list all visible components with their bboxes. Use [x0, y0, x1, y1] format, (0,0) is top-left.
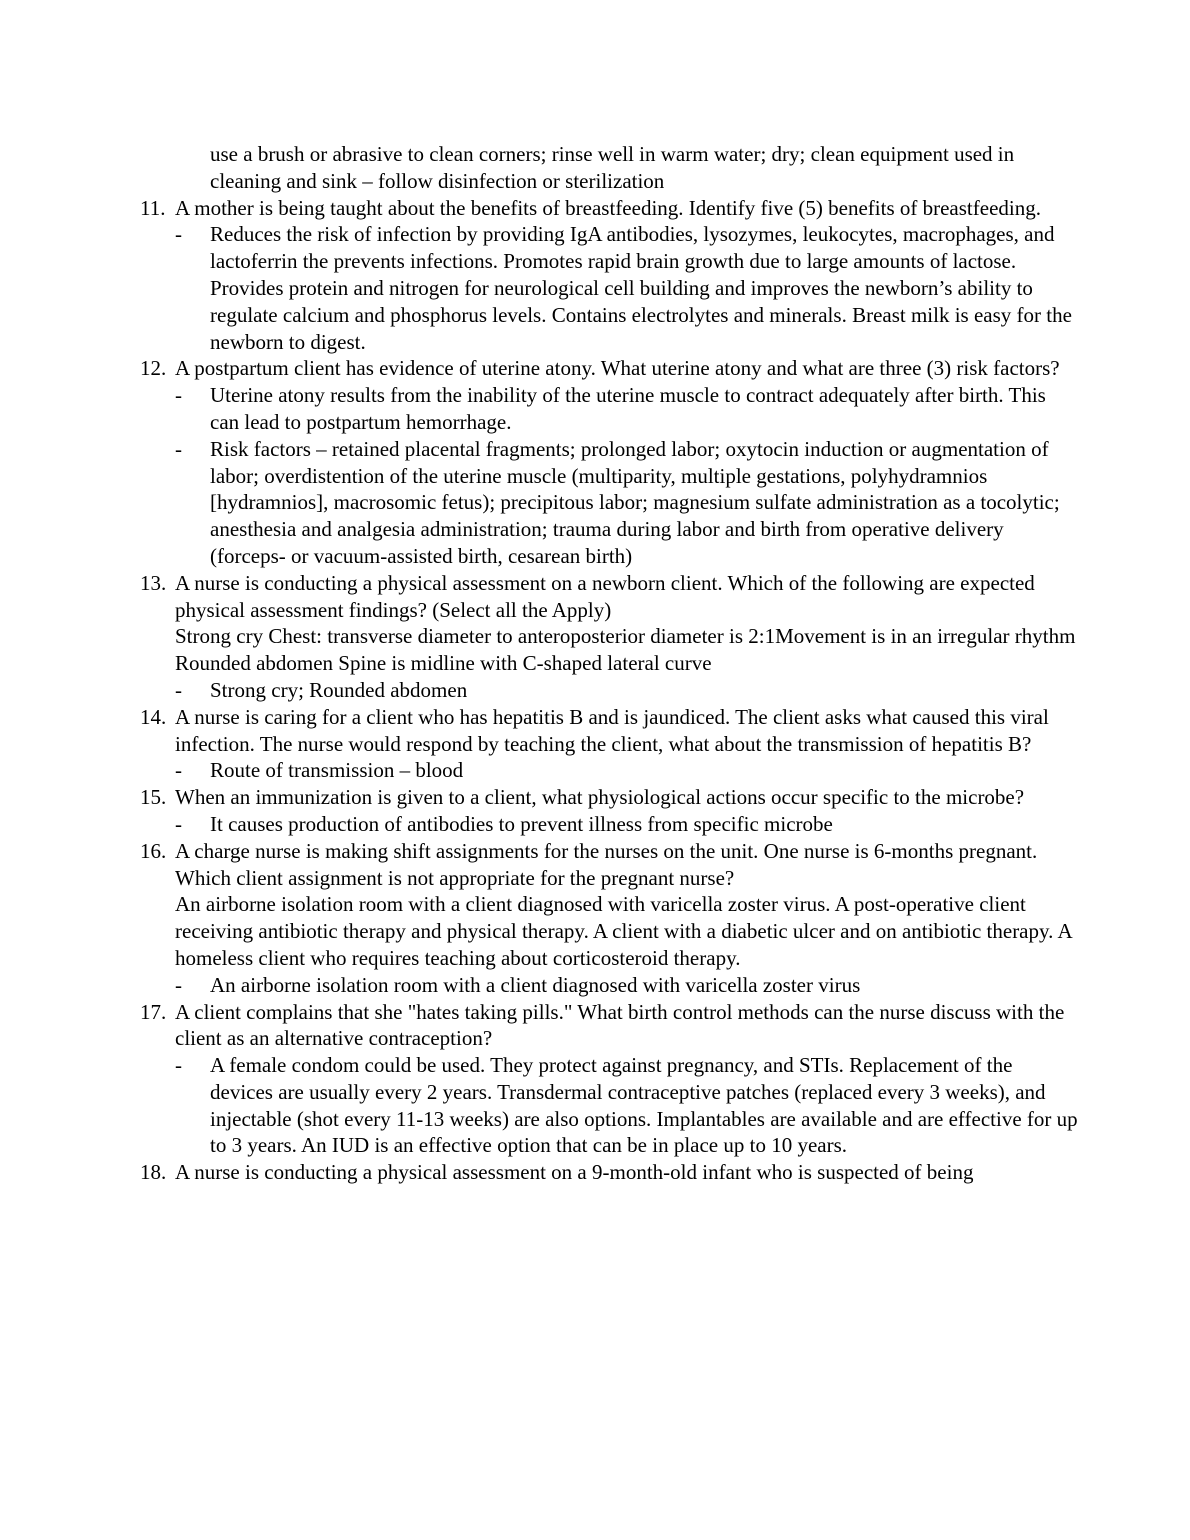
question-text: A nurse is caring for a client who has hepatitis B and is jaundiced. The client asks what caused this viral infection. The nurse would respond by teaching the client, what about the transmission of hepatitis B?	[175, 704, 1049, 756]
answer-item	[140, 757, 1080, 784]
question-text: A charge nurse is making shift assignments for the nurses on the unit. One nurse is 6-months pregnant. Which client assignment is not appropriate for the pregnant nurse?	[175, 838, 1038, 890]
question-12	[140, 355, 1080, 382]
question-number: 12.	[140, 356, 167, 381]
dash-bullet: -	[175, 758, 182, 783]
question-number: 15.	[140, 785, 167, 810]
answer-item	[140, 436, 1080, 570]
answer-item	[140, 1052, 1080, 1159]
question-number: 14.	[140, 704, 167, 729]
question-number: 13.	[140, 570, 167, 595]
dash-bullet: -	[175, 811, 182, 836]
question-number: 17.	[140, 999, 167, 1024]
question-15	[140, 784, 1080, 811]
dash-bullet: -	[175, 677, 182, 702]
document-content	[140, 141, 1080, 1186]
question-text: A mother is being taught about the benefits of breastfeeding. Identify five (5) benefits of breastfeeding.	[175, 195, 1041, 220]
question-text: A nurse is conducting a physical assessment on a newborn client. Which of the following are expected physical assessment findings? (Select all the Apply)	[175, 570, 1035, 622]
dash-bullet: -	[175, 383, 182, 408]
dash-bullet: -	[175, 436, 182, 461]
question-11	[140, 195, 1080, 222]
answer-item	[140, 677, 1080, 704]
question-number: 18.	[140, 1160, 167, 1185]
question-number: 16.	[140, 838, 167, 863]
answer-text: An airborne isolation room with a client diagnosed with varicella zoster virus	[210, 972, 861, 997]
answer-text: Reduces the risk of infection by providing IgA antibodies, lysozymes, leukocytes, macrophages, and lactoferrin the prevents infections. Promotes rapid brain growth due to large amounts of lactose. Provides protein and nitrogen for neurological cell building and improves the newborn’s ability to regulate calcium and phosphorus levels. Contains electrolytes and minerals. Breast milk is easy for the newborn to digest.	[210, 222, 1072, 354]
previous-answer-continuation: use a brush or abrasive to clean corners; rinse well in warm water; dry; clean equipment used in cleaning and sink – follow disinfection or sterilization	[210, 142, 1015, 193]
answer-text: Strong cry; Rounded abdomen	[210, 677, 468, 702]
question-13	[140, 570, 1080, 624]
question-number: 11.	[140, 195, 166, 220]
answer-text: Uterine atony results from the inability of the uterine muscle to contract adequately after birth. This can lead to postpartum hemorrhage.	[210, 383, 1046, 434]
question-14	[140, 704, 1080, 758]
answer-text: Risk factors – retained placental fragments; prolonged labor; oxytocin induction or augmentation of labor; overdistention of the uterine muscle (multiparity, multiple gestations, polyhydramnios [hydramnios], macrosomic fetus); precipitous labor; magnesium sulfate administration as a tocolytic; anesthesia and analgesia administration; trauma during labor and birth from operative delivery (forceps- or vacuum-assisted birth, cesarean birth)	[210, 436, 1060, 568]
answer-item	[140, 382, 1080, 436]
answer-text: It causes production of antibodies to prevent illness from specific microbe	[210, 811, 833, 836]
answer-item	[140, 972, 1080, 999]
dash-bullet: -	[175, 1053, 182, 1078]
dash-bullet: -	[175, 972, 182, 997]
question-text: A nurse is conducting a physical assessment on a 9-month-old infant who is suspected of being	[175, 1160, 974, 1185]
question-options: An airborne isolation room with a client diagnosed with varicella zoster virus. A post-operative client receiving antibiotic therapy and physical therapy. A client with a diabetic ulcer and on antibiotic therapy. A homeless client who requires teaching about corticosteroid therapy.	[175, 892, 1072, 970]
answer-item	[140, 811, 1080, 838]
answer-text: A female condom could be used. They protect against pregnancy, and STIs. Replacement of the devices are usually every 2 years. Transdermal contraceptive patches (replaced every 3 weeks), and injectable (shot every 11-13 weeks) are also options. Implantables are available and are effective for up to 3 years. An IUD is an effective option that can be in place up to 10 years.	[210, 1053, 1078, 1158]
question-text: When an immunization is given to a client, what physiological actions occur specific to the microbe?	[175, 785, 1025, 810]
answer-text: Route of transmission – blood	[210, 758, 464, 783]
question-text: A client complains that she "hates taking pills." What birth control methods can the nurse discuss with the client as an alternative contraception?	[175, 999, 1065, 1051]
question-text: A postpartum client has evidence of uterine atony. What uterine atony and what are three (3) risk factors?	[175, 356, 1060, 381]
question-options: Strong cry Chest: transverse diameter to anteroposterior diameter is 2:1Movement is in an irregular rhythm Rounded abdomen Spine is midline with C-shaped lateral curve	[175, 624, 1076, 676]
question-18	[140, 1159, 1080, 1186]
dash-bullet: -	[175, 222, 182, 247]
question-16	[140, 838, 1080, 892]
answer-item	[140, 221, 1080, 355]
question-17	[140, 999, 1080, 1053]
